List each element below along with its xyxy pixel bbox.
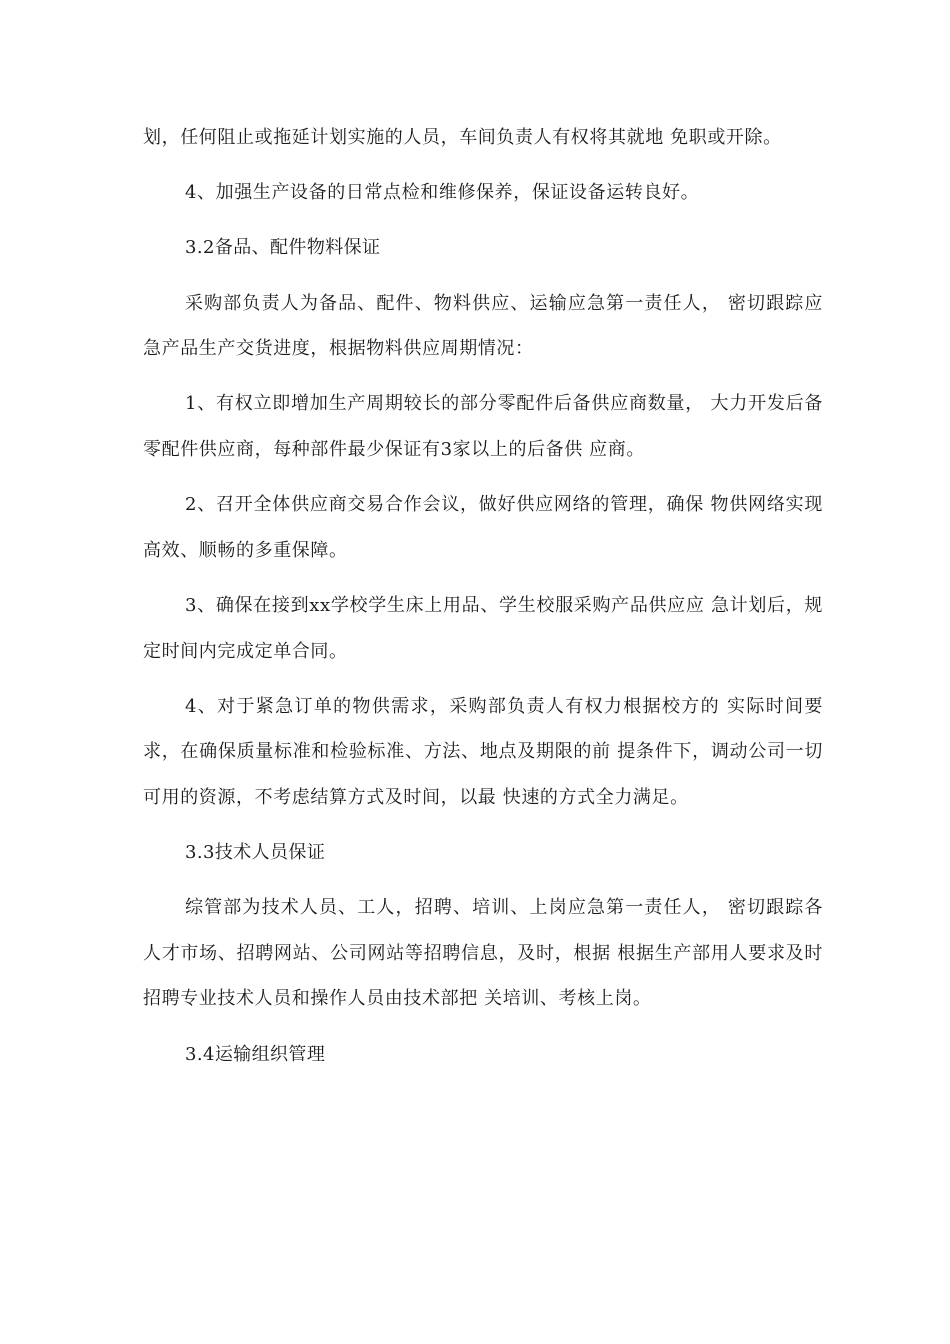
paragraph-item-3-contract: 3、确保在接到xx学校学生床上用品、学生校服采购产品供应应 急计划后，规定时间内完成定单合同。 [143,594,823,662]
paragraph-item-4-urgent-orders: 4、对于紧急订单的物供需求，采购部负责人有权力根据校方的 实际时间要求，在确保质量标准和检验标准、方法、地点及期限的前 提条件下，调动公司一切可用的资源，不考虑结算方式及时间，以最 快速的方式全力满足。 [143,695,823,808]
section-heading-3-2: 3.2备品、配件物料保证 [185,237,381,259]
paragraph-equipment-maintenance: 4、加强生产设备的日常点检和维修保养，保证设备运转良好。 [185,182,700,204]
paragraph-procurement-responsibility: 采购部负责人为备品、配件、物料供应、运输应急第一责任人， 密切跟踪应急产品生产交货进度，根据物料供应周期情况： [143,292,823,360]
paragraph-hr-responsibility: 综管部为技术人员、工人，招聘、培训、上岗应急第一责任人， 密切跟踪各人才市场、招聘网站、公司网站等招聘信息，及时，根据 根据生产部用人要求及时招聘专业技术人员和操作人员由技术部把 关培训、考核上岗。 [143,897,823,1010]
document-body [143,115,823,1087]
section-heading-3-4: 3.4运输组织管理 [185,1043,326,1065]
paragraph-continued: 划，任何阻止或拖延计划实施的人员，车间负责人有权将其就地 免职或开除。 [143,127,782,148]
paragraph-item-2-meeting: 2、召开全体供应商交易合作会议，做好供应网络的管理，确保 物供网络实现高效、顺畅的多重保障。 [143,494,823,561]
section-heading-3-3: 3.3技术人员保证 [185,842,326,864]
paragraph-item-1-suppliers: 1、有权立即增加生产周期较长的部分零配件后备供应商数量， 大力开发后备零配件供应商，每种部件最少保证有3家以上的后备供 应商。 [143,393,823,460]
